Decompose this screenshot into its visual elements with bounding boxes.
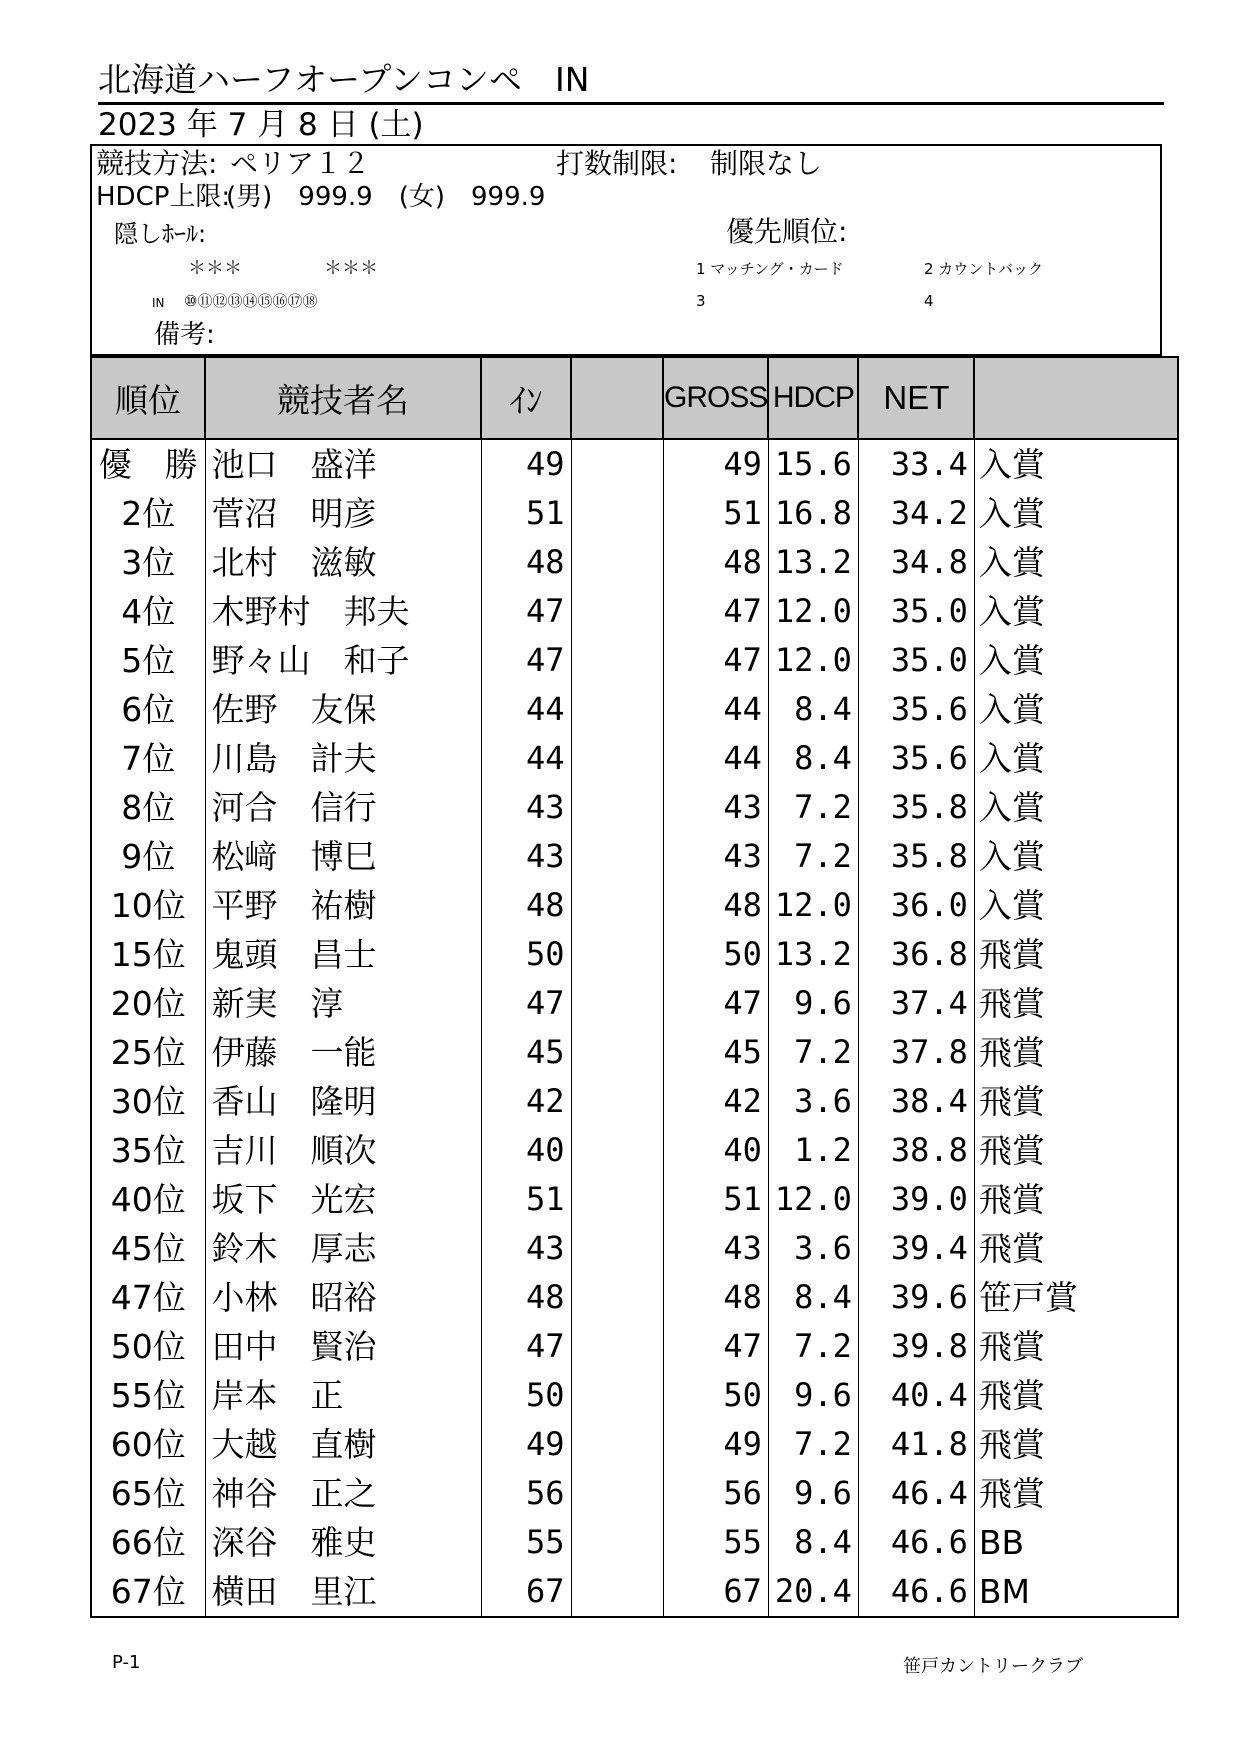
cell-net: 34.8 <box>858 538 974 587</box>
cell-hdcp: 12.0 <box>768 1175 858 1224</box>
cell-hdcp: 7.2 <box>768 783 858 832</box>
cell-name: 平野 祐樹 <box>205 881 481 930</box>
cell-prize: 入賞 <box>974 832 1178 881</box>
cell-hdcp: 7.2 <box>768 1028 858 1077</box>
cell-blank <box>571 439 663 489</box>
priority-1: 1 マッチング・カード <box>696 260 844 278</box>
cell-prize: 飛賞 <box>974 1469 1178 1518</box>
cell-rank: 40位 <box>91 1175 205 1224</box>
cell-gross: 43 <box>663 783 768 832</box>
cell-gross: 51 <box>663 1175 768 1224</box>
method-value: ペリア１２ <box>230 147 371 180</box>
cell-name: 木野村 邦夫 <box>205 587 481 636</box>
cell-name: 野々山 和子 <box>205 636 481 685</box>
cell-rank: 55位 <box>91 1371 205 1420</box>
cell-name: 田中 賢治 <box>205 1322 481 1371</box>
cell-blank <box>571 1077 663 1126</box>
cell-gross: 47 <box>663 587 768 636</box>
cell-prize: 入賞 <box>974 489 1178 538</box>
cell-blank <box>571 1175 663 1224</box>
cell-in: 44 <box>481 734 571 783</box>
cell-rank: 優 勝 <box>91 439 205 489</box>
cell-name: 池口 盛洋 <box>205 439 481 489</box>
table-row <box>91 1518 1178 1567</box>
cell-net: 39.6 <box>858 1273 974 1322</box>
cell-hdcp: 7.2 <box>768 1420 858 1469</box>
cell-prize: 飛賞 <box>974 979 1178 1028</box>
cell-prize: 飛賞 <box>974 1420 1178 1469</box>
cell-in: 51 <box>481 1175 571 1224</box>
hdcp-limit-label: HDCP上限: <box>96 182 231 212</box>
cell-rank: 15位 <box>91 930 205 979</box>
cell-net: 46.6 <box>858 1567 974 1617</box>
cell-prize: 入賞 <box>974 439 1178 489</box>
hole-numbers: ⑩⑪⑫⑬⑭⑮⑯⑰⑱ <box>184 292 318 310</box>
header-prize <box>974 357 1178 439</box>
cell-net: 40.4 <box>858 1371 974 1420</box>
table-row <box>91 1175 1178 1224</box>
cell-name: 河合 信行 <box>205 783 481 832</box>
cell-in: 67 <box>481 1567 571 1617</box>
cell-in: 45 <box>481 1028 571 1077</box>
table-row <box>91 1077 1178 1126</box>
cell-prize: 飛賞 <box>974 1322 1178 1371</box>
cell-blank <box>571 1420 663 1469</box>
priority-label: 優先順位: <box>726 215 848 248</box>
cell-rank: 10位 <box>91 881 205 930</box>
cell-gross: 43 <box>663 1224 768 1273</box>
cell-gross: 47 <box>663 636 768 685</box>
cell-in: 47 <box>481 587 571 636</box>
cell-net: 39.4 <box>858 1224 974 1273</box>
hdcp-limit-value: (男) 999.9 (女) 999.9 <box>226 182 546 212</box>
cell-in: 48 <box>481 1273 571 1322</box>
cell-hdcp: 9.6 <box>768 1469 858 1518</box>
cell-prize: 入賞 <box>974 636 1178 685</box>
table-row <box>91 930 1178 979</box>
cell-gross: 48 <box>663 881 768 930</box>
cell-name: 鈴木 厚志 <box>205 1224 481 1273</box>
cell-hdcp: 1.2 <box>768 1126 858 1175</box>
cell-hdcp: 9.6 <box>768 979 858 1028</box>
results-body <box>91 439 1178 1617</box>
table-row <box>91 734 1178 783</box>
cell-rank: 2位 <box>91 489 205 538</box>
cell-rank: 35位 <box>91 1126 205 1175</box>
cell-in: 44 <box>481 685 571 734</box>
cell-hdcp: 12.0 <box>768 587 858 636</box>
cell-net: 35.0 <box>858 636 974 685</box>
cell-in: 51 <box>481 489 571 538</box>
cell-rank: 3位 <box>91 538 205 587</box>
cell-net: 36.0 <box>858 881 974 930</box>
cell-gross: 44 <box>663 734 768 783</box>
cell-in: 50 <box>481 1371 571 1420</box>
cell-net: 46.6 <box>858 1518 974 1567</box>
header-name: 競技者名 <box>205 357 481 439</box>
cell-prize: 入賞 <box>974 587 1178 636</box>
table-row <box>91 1469 1178 1518</box>
cell-gross: 40 <box>663 1126 768 1175</box>
event-date: 2023 年 7 月 8 日 (土) <box>98 107 424 143</box>
cell-name: 神谷 正之 <box>205 1469 481 1518</box>
cell-gross: 44 <box>663 685 768 734</box>
cell-hdcp: 13.2 <box>768 930 858 979</box>
cell-name: 深谷 雅史 <box>205 1518 481 1567</box>
cell-hdcp: 15.6 <box>768 439 858 489</box>
cell-gross: 49 <box>663 439 768 489</box>
cell-hdcp: 8.4 <box>768 734 858 783</box>
cell-name: 川島 計夫 <box>205 734 481 783</box>
cell-net: 35.0 <box>858 587 974 636</box>
table-row <box>91 1322 1178 1371</box>
cell-rank: 30位 <box>91 1077 205 1126</box>
cell-gross: 50 <box>663 930 768 979</box>
table-row <box>91 1567 1178 1617</box>
page-number: P-1 <box>112 1652 141 1673</box>
cell-hdcp: 20.4 <box>768 1567 858 1617</box>
cell-hdcp: 7.2 <box>768 1322 858 1371</box>
cell-in: 48 <box>481 881 571 930</box>
cell-rank: 25位 <box>91 1028 205 1077</box>
cell-in: 43 <box>481 832 571 881</box>
cell-net: 39.8 <box>858 1322 974 1371</box>
cell-rank: 50位 <box>91 1322 205 1371</box>
cell-hdcp: 12.0 <box>768 636 858 685</box>
cell-net: 37.4 <box>858 979 974 1028</box>
limit-value: 制限なし <box>710 147 823 180</box>
cell-name: 伊藤 一能 <box>205 1028 481 1077</box>
cell-hdcp: 13.2 <box>768 538 858 587</box>
table-row <box>91 636 1178 685</box>
cell-blank <box>571 734 663 783</box>
cell-blank <box>571 1322 663 1371</box>
cell-net: 34.2 <box>858 489 974 538</box>
in-label: IN <box>152 296 165 310</box>
cell-rank: 47位 <box>91 1273 205 1322</box>
cell-hdcp: 3.6 <box>768 1224 858 1273</box>
cell-in: 56 <box>481 1469 571 1518</box>
cell-prize: 飛賞 <box>974 1175 1178 1224</box>
header-gross: GROSS <box>663 357 768 439</box>
cell-name: 菅沼 明彦 <box>205 489 481 538</box>
cell-in: 47 <box>481 979 571 1028</box>
cell-in: 40 <box>481 1126 571 1175</box>
cell-name: 大越 直樹 <box>205 1420 481 1469</box>
cell-hdcp: 8.4 <box>768 1518 858 1567</box>
table-row <box>91 1273 1178 1322</box>
cell-rank: 20位 <box>91 979 205 1028</box>
cell-name: 鬼頭 昌士 <box>205 930 481 979</box>
priority-4: 4 <box>924 292 934 310</box>
cell-gross: 50 <box>663 1371 768 1420</box>
cell-rank: 67位 <box>91 1567 205 1617</box>
remarks-label: 備考: <box>154 320 215 350</box>
cell-gross: 51 <box>663 489 768 538</box>
table-row <box>91 1420 1178 1469</box>
cell-net: 37.8 <box>858 1028 974 1077</box>
cell-net: 41.8 <box>858 1420 974 1469</box>
table-row <box>91 832 1178 881</box>
table-row <box>91 489 1178 538</box>
cell-name: 北村 滋敏 <box>205 538 481 587</box>
cell-prize: 飛賞 <box>974 1224 1178 1273</box>
cell-in: 49 <box>481 1420 571 1469</box>
cell-prize: 入賞 <box>974 538 1178 587</box>
hidden-marks-2: ＊＊＊ <box>324 258 378 279</box>
cell-gross: 42 <box>663 1077 768 1126</box>
cell-blank <box>571 881 663 930</box>
cell-gross: 55 <box>663 1518 768 1567</box>
cell-blank <box>571 636 663 685</box>
cell-net: 35.6 <box>858 685 974 734</box>
cell-rank: 66位 <box>91 1518 205 1567</box>
cell-prize: 飛賞 <box>974 1371 1178 1420</box>
club-name: 笹戸カントリークラブ <box>903 1656 1083 1677</box>
cell-name: 横田 里江 <box>205 1567 481 1617</box>
cell-blank <box>571 1126 663 1175</box>
table-row <box>91 979 1178 1028</box>
cell-hdcp: 8.4 <box>768 1273 858 1322</box>
cell-rank: 9位 <box>91 832 205 881</box>
cell-net: 39.0 <box>858 1175 974 1224</box>
cell-prize: BM <box>974 1567 1178 1617</box>
cell-gross: 48 <box>663 1273 768 1322</box>
priority-3: 3 <box>696 292 706 310</box>
header-row <box>91 357 1178 439</box>
cell-name: 佐野 友保 <box>205 685 481 734</box>
cell-name: 小林 昭裕 <box>205 1273 481 1322</box>
cell-blank <box>571 930 663 979</box>
cell-blank <box>571 1028 663 1077</box>
hidden-holes-label: 隠しﾎｰﾙ: <box>114 220 207 248</box>
cell-rank: 65位 <box>91 1469 205 1518</box>
cell-blank <box>571 587 663 636</box>
cell-gross: 43 <box>663 832 768 881</box>
table-row <box>91 1224 1178 1273</box>
cell-gross: 47 <box>663 979 768 1028</box>
cell-rank: 60位 <box>91 1420 205 1469</box>
cell-hdcp: 7.2 <box>768 832 858 881</box>
cell-prize: 飛賞 <box>974 1077 1178 1126</box>
cell-in: 43 <box>481 783 571 832</box>
cell-prize: 飛賞 <box>974 930 1178 979</box>
cell-name: 新実 淳 <box>205 979 481 1028</box>
table-row <box>91 587 1178 636</box>
cell-blank <box>571 1273 663 1322</box>
cell-net: 35.6 <box>858 734 974 783</box>
cell-gross: 45 <box>663 1028 768 1077</box>
table-row <box>91 439 1178 489</box>
competition-info-box <box>90 144 1162 356</box>
header-net: NET <box>858 357 974 439</box>
cell-blank <box>571 832 663 881</box>
cell-rank: 4位 <box>91 587 205 636</box>
cell-net: 35.8 <box>858 832 974 881</box>
table-row <box>91 538 1178 587</box>
cell-prize: 入賞 <box>974 881 1178 930</box>
cell-rank: 7位 <box>91 734 205 783</box>
cell-gross: 48 <box>663 538 768 587</box>
cell-hdcp: 12.0 <box>768 881 858 930</box>
cell-blank <box>571 1518 663 1567</box>
table-row <box>91 1371 1178 1420</box>
header-rank: 順位 <box>91 357 205 439</box>
results-table <box>90 356 1179 1618</box>
cell-net: 38.8 <box>858 1126 974 1175</box>
cell-prize: 入賞 <box>974 734 1178 783</box>
table-row <box>91 881 1178 930</box>
cell-net: 33.4 <box>858 439 974 489</box>
header-in: ｲﾝ <box>481 357 571 439</box>
cell-net: 38.4 <box>858 1077 974 1126</box>
cell-prize: 飛賞 <box>974 1126 1178 1175</box>
cell-blank <box>571 489 663 538</box>
cell-name: 吉川 順次 <box>205 1126 481 1175</box>
hidden-marks-1: ＊＊＊ <box>188 258 242 279</box>
header-blank <box>571 357 663 439</box>
cell-name: 坂下 光宏 <box>205 1175 481 1224</box>
cell-name: 香山 隆明 <box>205 1077 481 1126</box>
cell-in: 47 <box>481 636 571 685</box>
cell-hdcp: 16.8 <box>768 489 858 538</box>
cell-blank <box>571 1371 663 1420</box>
table-row <box>91 685 1178 734</box>
cell-rank: 45位 <box>91 1224 205 1273</box>
cell-net: 36.8 <box>858 930 974 979</box>
table-row <box>91 1028 1178 1077</box>
cell-blank <box>571 1567 663 1617</box>
document-title: 北海道ハーフオープンコンペ IN <box>98 60 1164 105</box>
cell-blank <box>571 1224 663 1273</box>
header-hdcp: HDCP <box>768 357 858 439</box>
table-row <box>91 783 1178 832</box>
limit-label: 打数制限: <box>556 147 678 180</box>
cell-gross: 67 <box>663 1567 768 1617</box>
cell-prize: 入賞 <box>974 783 1178 832</box>
cell-prize: BB <box>974 1518 1178 1567</box>
cell-blank <box>571 979 663 1028</box>
cell-prize: 入賞 <box>974 685 1178 734</box>
cell-name: 松﨑 博巳 <box>205 832 481 881</box>
cell-blank <box>571 783 663 832</box>
cell-gross: 47 <box>663 1322 768 1371</box>
cell-in: 55 <box>481 1518 571 1567</box>
cell-in: 47 <box>481 1322 571 1371</box>
cell-in: 43 <box>481 1224 571 1273</box>
cell-rank: 8位 <box>91 783 205 832</box>
cell-prize: 飛賞 <box>974 1028 1178 1077</box>
cell-blank <box>571 1469 663 1518</box>
cell-gross: 56 <box>663 1469 768 1518</box>
cell-rank: 5位 <box>91 636 205 685</box>
cell-blank <box>571 685 663 734</box>
cell-prize: 笹戸賞 <box>974 1273 1178 1322</box>
cell-gross: 49 <box>663 1420 768 1469</box>
cell-hdcp: 9.6 <box>768 1371 858 1420</box>
cell-in: 42 <box>481 1077 571 1126</box>
cell-net: 46.4 <box>858 1469 974 1518</box>
cell-hdcp: 8.4 <box>768 685 858 734</box>
method-label: 競技方法: <box>96 147 218 180</box>
cell-rank: 6位 <box>91 685 205 734</box>
table-row <box>91 1126 1178 1175</box>
priority-2: 2 カウントバック <box>924 260 1044 278</box>
cell-name: 岸本 正 <box>205 1371 481 1420</box>
cell-blank <box>571 538 663 587</box>
cell-hdcp: 3.6 <box>768 1077 858 1126</box>
cell-net: 35.8 <box>858 783 974 832</box>
cell-in: 48 <box>481 538 571 587</box>
cell-in: 49 <box>481 439 571 489</box>
cell-in: 50 <box>481 930 571 979</box>
